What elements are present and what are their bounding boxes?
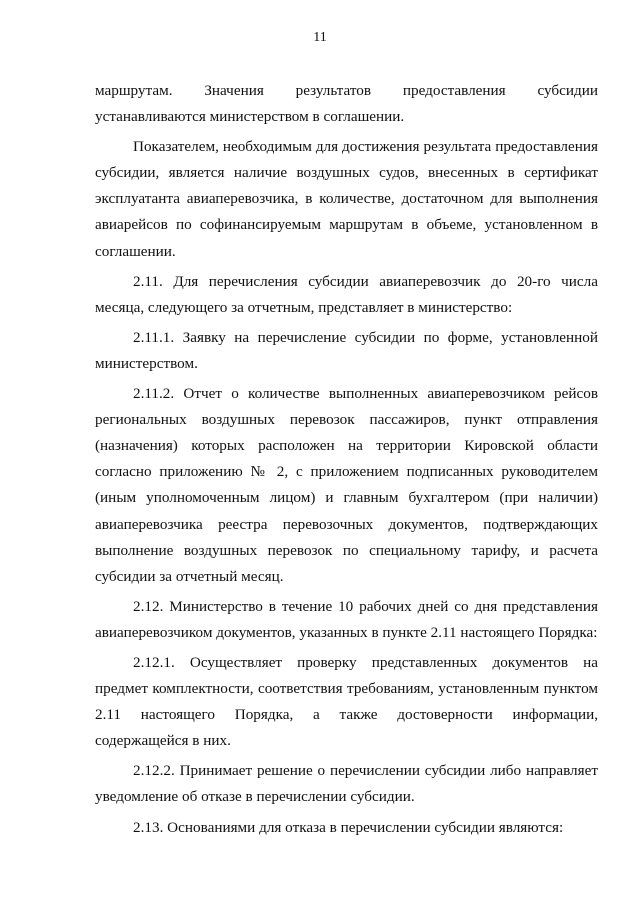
paragraph-2-11-2: 2.11.2. Отчет о количестве выполненных авиаперевозчиком рейсов региональных воздушных перевозок пассажиров, пункт отправления (назначения) которых расположен на территории Кировской области согласно приложению № 2, с приложением подписанных руководителем (иным уполномоченным лицом) и главным бухгалтером (при наличии) авиаперевозчика реестра перевозочных документов, подтверждающих выполнение воздушных перевозок по специальному тарифу, и расчета субсидии за отчетный месяц.: [95, 385, 598, 585]
document-body: [95, 78, 598, 841]
paragraph-2-11-1: 2.11.1. Заявку на перечисление субсидии по форме, установленной министерством.: [95, 328, 598, 372]
paragraph-2-11: 2.11. Для перечисления субсидии авиаперевозчик до 20-го числа месяца, следующего за отчетным, представляет в министерство:: [95, 272, 598, 316]
paragraph-2-13: 2.13. Основаниями для отказа в перечислении субсидии являются:: [133, 818, 564, 836]
paragraph-2-12-2: 2.12.2. Принимает решение о перечислении субсидии либо направляет уведомление об отказе в перечислении субсидии.: [95, 762, 598, 806]
paragraph-2-12: 2.12. Министерство в течение 10 рабочих дней со дня представления авиаперевозчиком документов, указанных в пункте 2.11 настоящего Порядка:: [95, 597, 598, 641]
paragraph-continuation: маршрутам. Значения результатов предоставления субсидии устанавливаются министерством в соглашении.: [95, 82, 598, 126]
page-number: 11: [313, 30, 327, 45]
paragraph-2-12-1: 2.12.1. Осуществляет проверку представленных документов на предмет комплектности, соответствия требованиям, установленным пунктом 2.11 настоящего Порядка, а также достоверности информации, содержащейся в них.: [95, 653, 598, 750]
paragraph-indicator: Показателем, необходимым для достижения результата предоставления субсидии, является наличие воздушных судов, внесенных в сертификат эксплуатанта авиаперевозчика, в количестве, достаточном для выполнения авиарейсов по софинансируемым маршрутам в объеме, установленном в соглашении.: [95, 138, 598, 260]
